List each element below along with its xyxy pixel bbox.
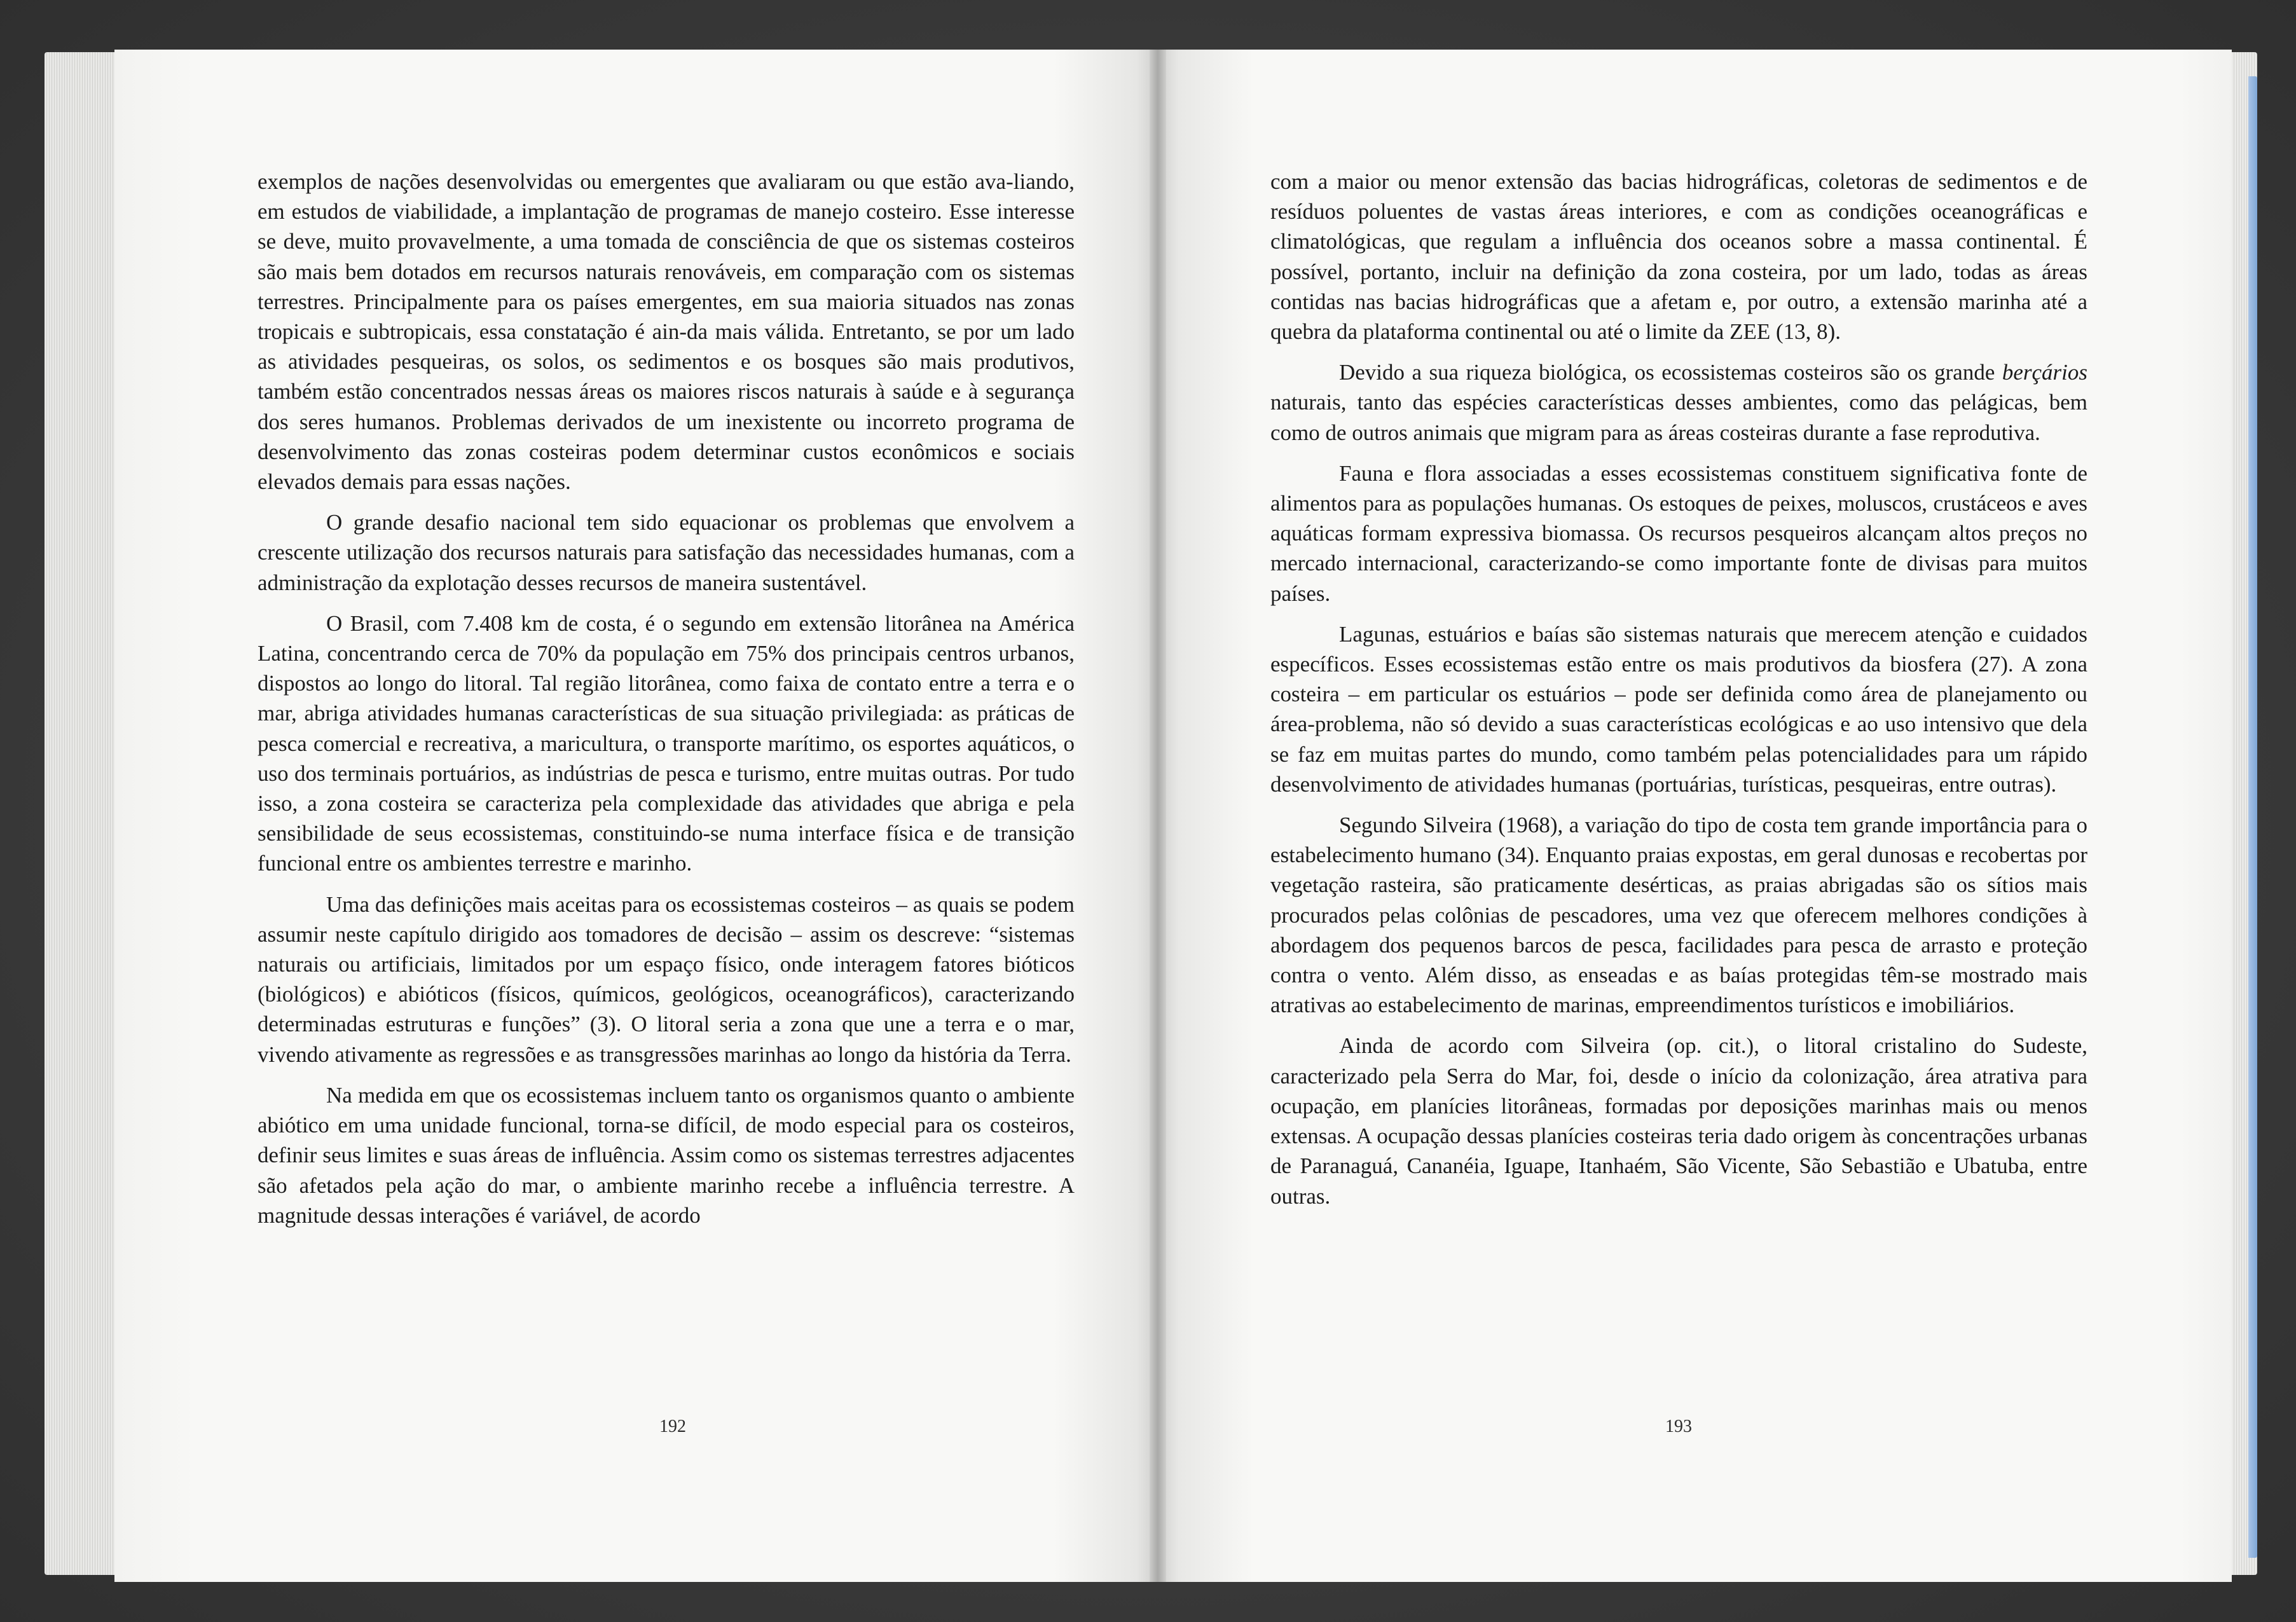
paragraph: Uma das definições mais aceitas para os ecossistemas costeiros – as quais se podem assumir neste capítulo dirigido aos tomadores de decisão – assim os descreve: “sistemas naturais ou artificiais, limitados por um espaço físico, onde interagem fatores bióticos (biológicos) e abióticos (físicos, químicos, geológicos, oceanográficos), caracterizando determinadas estruturas e funções” (3). O litoral seria a zona que une a terra e o mar, vivendo ativamente as regressões e as transgressões marinhas ao longo da história da Terra.	[258, 891, 1075, 1067]
paragraph: O grande desafio nacional tem sido equacionar os problemas que envolvem a crescente utilização dos recursos naturais para satisfação das necessidades humanas, com a administração da explotação desses recursos de maneira sustentável.	[258, 510, 1075, 595]
left-page-text	[258, 167, 1075, 1230]
page-number-left: 192	[659, 1417, 686, 1436]
page-number-right: 193	[1665, 1417, 1692, 1436]
right-page-text	[1270, 167, 2087, 1211]
paragraph-text: naturais, tanto das espécies características desses ambientes, como das pelágicas, bem como de outros animais que migram para as áreas costeiras durante a fase reprodutiva.	[1270, 390, 2087, 445]
paragraph: Fauna e flora associadas a esses ecossistemas constituem significativa fonte de alimentos para as populações humanas. Os estoques de peixes, moluscos, crustáceos e aves aquáticas formam expressiva biomassa. Os recursos pesqueiros alcançam altos preços no mercado internacional, caracterizando-se como importante fonte de divisas para muitos países.	[1270, 460, 2087, 606]
paragraph: com a maior ou menor extensão das bacias hidrográficas, coletoras de sedimentos e de resíduos poluentes de vastas áreas interiores, e com as condições oceanográficas e climatológicas, que regulam a influência dos oceanos sobre a massa continental. É possível, portanto, incluir na definição da zona costeira, por um lado, todas as áreas contidas nas bacias hidrográficas que a afetam e, por outro, a extensão marinha até a quebra da plataforma continental ou até o limite da ZEE (13, 8).	[1270, 169, 2087, 345]
cover-edge	[2248, 76, 2257, 1558]
italic-term: berçários	[2002, 360, 2087, 385]
book-gutter	[1150, 50, 1166, 1582]
paragraph: O Brasil, com 7.408 km de costa, é o segundo em extensão litorânea na América Latina, concentrando cerca de 70% da população em 75% dos principais centros urbanos, dispostos ao longo do litoral. Tal região litorânea, como faixa de contato entre a terra e o mar, abriga atividades humanas características de sua situação privilegiada: as práticas de pesca comercial e recreativa, a maricultura, o transporte marítimo, os esportes aquáticos, o uso dos terminais portuários, as indústrias de pesca e turismo, entre muitas outras. Por tudo isso, a zona costeira se caracteriza pela complexidade das atividades que abriga e pela sensibilidade de seus ecossistemas, constituindo-se numa interface física e de transição funcional entre os ambientes terrestre e marinho.	[258, 610, 1075, 876]
paragraph-text: Devido a sua riqueza biológica, os ecossistemas costeiros são os grande	[1339, 360, 2002, 385]
paragraph	[1270, 357, 2087, 448]
paragraph: exemplos de nações desenvolvidas ou emergentes que avaliaram ou que estão ava-liando, em estudos de viabilidade, a implantação de programas de manejo costeiro. Esse interesse se deve, muito provavelmente, a uma tomada de consciência de que os sistemas costeiros são mais bem dotados em recursos naturais renováveis, em comparação com os sistemas terrestres. Principalmente para os países emergentes, em sua maioria situados nas zonas tropicais e subtropicais, essa constatação é ain-da mais válida. Entretanto, se por um lado as atividades pesqueiras, os solos, os sedimentos e os bosques são mais produtivos, também estão concentrados nessas áreas os maiores riscos naturais à saúde e à segurança dos seres humanos. Problemas derivados de um inexistente ou incorreto programa de desenvolvimento das zonas costeiras podem determinar custos econômicos e sociais elevados demais para essas nações.	[258, 169, 1075, 495]
paragraph: Na medida em que os ecossistemas incluem tanto os organismos quanto o ambiente abiótico em uma unidade funcional, torna-se difícil, de modo especial para os costeiros, definir seus limites e suas áreas de influência. Assim como os sistemas terrestres adjacentes são afetados pela ação do mar, o ambiente marinho recebe a influência terrestre. A magnitude dessas interações é variável, de acordo	[258, 1082, 1075, 1228]
paragraph: Segundo Silveira (1968), a variação do tipo de costa tem grande importância para o estabelecimento humano (34). Enquanto praias expostas, em geral dunosas e recobertas por vegetação rasteira, são praticamente desérticas, as praias abrigadas são os sítios mais procurados pelas colônias de pescadores, uma vez que oferecem melhores condições à abordagem dos pequenos barcos de pesca, facilidades para pesca de arrasto e proteção contra o vento. Além disso, as enseadas e as baías protegidas têm-se mostrado mais atrativas ao estabelecimento de marinas, empreendimentos turísticos e imobiliários.	[1270, 813, 2087, 1018]
paragraph: Lagunas, estuários e baías são sistemas naturais que merecem atenção e cuidados específicos. Esses ecossistemas estão entre os mais produtivos da biosfera (27). A zona costeira – em particular os estuários – pode ser definida como área de planejamento ou área-problema, não só devido a suas características ecológicas e ao uso intensivo que dela se faz em muitas partes do mundo, como também pelas potencialidades para um rápido desenvolvimento de atividades humanas (portuárias, turísticas, pesqueiras, entre outras).	[1270, 621, 2087, 797]
paragraph: Ainda de acordo com Silveira (op. cit.), o litoral cristalino do Sudeste, caracterizado pela Serra do Mar, foi, desde o início da colonização, área atrativa para ocupação, em planícies litorâneas, formadas por deposições marinhas mais ou menos extensas. A ocupação dessas planícies costeiras teria dado origem às concentrações urbanas de Paranaguá, Cananéia, Iguape, Itanhaém, São Vicente, São Sebastião e Ubatuba, entre outras.	[1270, 1033, 2087, 1209]
